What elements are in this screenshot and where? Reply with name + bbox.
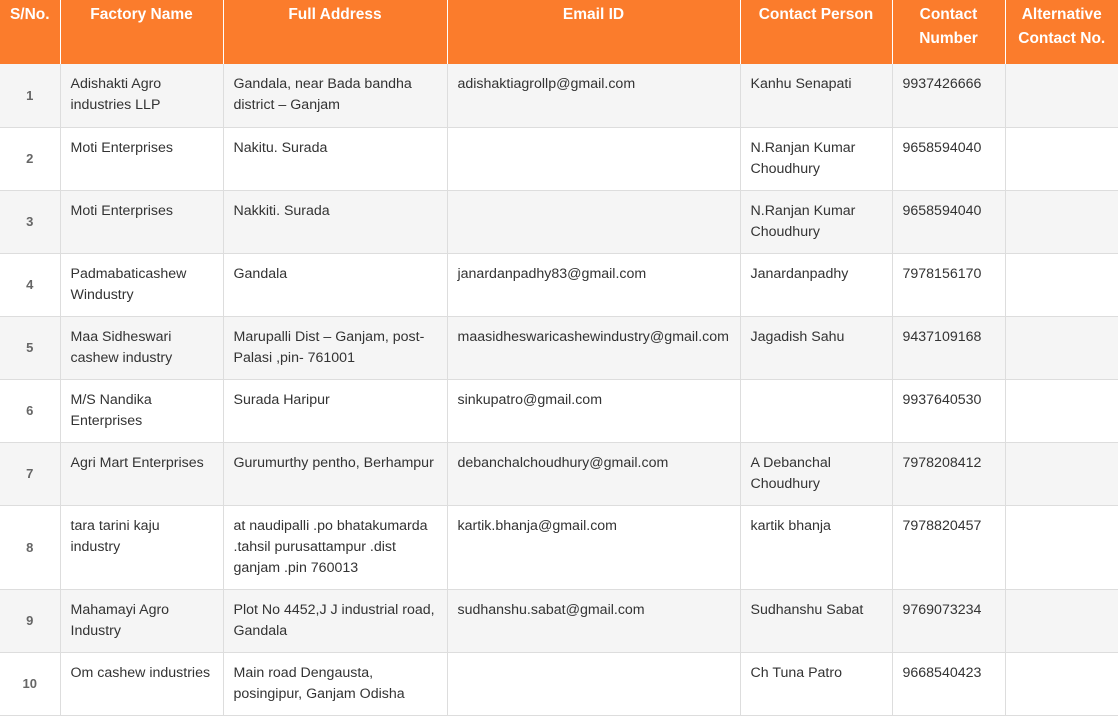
cell-sno: 6	[0, 379, 60, 442]
cell-contact-person	[740, 379, 892, 442]
cell-alt-contact	[1005, 505, 1118, 589]
cell-address: Gandala, near Bada bandha district – Ganjam	[223, 64, 447, 127]
header-sno: S/No.	[0, 0, 60, 64]
cell-sno: 4	[0, 253, 60, 316]
cell-contact-person: Ch Tuna Patro	[740, 652, 892, 715]
cell-alt-contact	[1005, 589, 1118, 652]
cell-email: debanchalchoudhury@gmail.com	[447, 442, 740, 505]
cell-address: Gandala	[223, 253, 447, 316]
cell-address: Marupalli Dist – Ganjam, post-Palasi ,pin- 761001	[223, 316, 447, 379]
cell-address: Nakitu. Surada	[223, 127, 447, 190]
cell-contact-number: 9658594040	[892, 127, 1005, 190]
header-contact-number: Contact Number	[892, 0, 1005, 64]
table-row	[0, 652, 1118, 715]
cell-contact-number: 9658594040	[892, 190, 1005, 253]
cell-contact-person: Jagadish Sahu	[740, 316, 892, 379]
cell-contact-number: 7978208412	[892, 442, 1005, 505]
cell-factory-name: Padmabaticashew Windustry	[60, 253, 223, 316]
cell-sno: 1	[0, 64, 60, 127]
cell-alt-contact	[1005, 253, 1118, 316]
cell-sno: 10	[0, 652, 60, 715]
cell-alt-contact	[1005, 442, 1118, 505]
cell-sno: 7	[0, 442, 60, 505]
cell-email: sinkupatro@gmail.com	[447, 379, 740, 442]
cell-email: adishaktiagrollp@gmail.com	[447, 64, 740, 127]
table-row	[0, 379, 1118, 442]
cell-alt-contact	[1005, 316, 1118, 379]
cell-factory-name: Adishakti Agro industries LLP	[60, 64, 223, 127]
cell-email: sudhanshu.sabat@gmail.com	[447, 589, 740, 652]
cell-address: Surada Haripur	[223, 379, 447, 442]
cell-address: Plot No 4452,J J industrial road, Gandala	[223, 589, 447, 652]
cell-contact-person: N.Ranjan Kumar Choudhury	[740, 190, 892, 253]
cell-contact-number: 9769073234	[892, 589, 1005, 652]
cell-sno: 8	[0, 505, 60, 589]
cell-factory-name: M/S Nandika Enterprises	[60, 379, 223, 442]
cell-contact-number: 9437109168	[892, 316, 1005, 379]
cell-address: Main road Dengausta, posingipur, Ganjam Odisha	[223, 652, 447, 715]
cell-sno: 5	[0, 316, 60, 379]
header-alternative-contact: Alternative Contact No.	[1005, 0, 1118, 64]
cell-email	[447, 652, 740, 715]
cell-contact-number: 9937426666	[892, 64, 1005, 127]
table-row	[0, 505, 1118, 589]
cell-alt-contact	[1005, 652, 1118, 715]
cell-factory-name: Mahamayi Agro Industry	[60, 589, 223, 652]
cell-factory-name: Maa Sidheswari cashew industry	[60, 316, 223, 379]
cell-contact-number: 9937640530	[892, 379, 1005, 442]
cell-contact-person: N.Ranjan Kumar Choudhury	[740, 127, 892, 190]
cell-alt-contact	[1005, 64, 1118, 127]
table-row	[0, 253, 1118, 316]
table-row	[0, 316, 1118, 379]
header-email-id: Email ID	[447, 0, 740, 64]
header-full-address: Full Address	[223, 0, 447, 64]
cell-factory-name: tara tarini kaju industry	[60, 505, 223, 589]
cell-factory-name: Moti Enterprises	[60, 190, 223, 253]
cell-email	[447, 190, 740, 253]
cell-email: maasidheswaricashewindustry@gmail.com	[447, 316, 740, 379]
cell-address: Nakkiti. Surada	[223, 190, 447, 253]
cell-factory-name: Agri Mart Enterprises	[60, 442, 223, 505]
cell-email	[447, 127, 740, 190]
table-row	[0, 190, 1118, 253]
cell-alt-contact	[1005, 190, 1118, 253]
table-row	[0, 127, 1118, 190]
cell-contact-person: Kanhu Senapati	[740, 64, 892, 127]
cell-email: kartik.bhanja@gmail.com	[447, 505, 740, 589]
cell-factory-name: Om cashew industries	[60, 652, 223, 715]
cell-contact-number: 7978820457	[892, 505, 1005, 589]
table-row	[0, 442, 1118, 505]
cell-alt-contact	[1005, 379, 1118, 442]
table-row	[0, 589, 1118, 652]
table-row	[0, 64, 1118, 127]
cell-factory-name: Moti Enterprises	[60, 127, 223, 190]
cell-contact-number: 7978156170	[892, 253, 1005, 316]
cell-email: janardanpadhy83@gmail.com	[447, 253, 740, 316]
cell-contact-person: A Debanchal Choudhury	[740, 442, 892, 505]
cell-sno: 3	[0, 190, 60, 253]
cell-contact-person: kartik bhanja	[740, 505, 892, 589]
cell-alt-contact	[1005, 127, 1118, 190]
header-contact-person: Contact Person	[740, 0, 892, 64]
table-header-row	[0, 0, 1118, 64]
header-factory-name: Factory Name	[60, 0, 223, 64]
cell-contact-number: 9668540423	[892, 652, 1005, 715]
cell-contact-person: Sudhanshu Sabat	[740, 589, 892, 652]
cell-address: at naudipalli .po bhatakumarda .tahsil purusattampur .dist ganjam .pin 760013	[223, 505, 447, 589]
cell-sno: 2	[0, 127, 60, 190]
cell-sno: 9	[0, 589, 60, 652]
cell-contact-person: Janardanpadhy	[740, 253, 892, 316]
cell-address: Gurumurthy pentho, Berhampur	[223, 442, 447, 505]
